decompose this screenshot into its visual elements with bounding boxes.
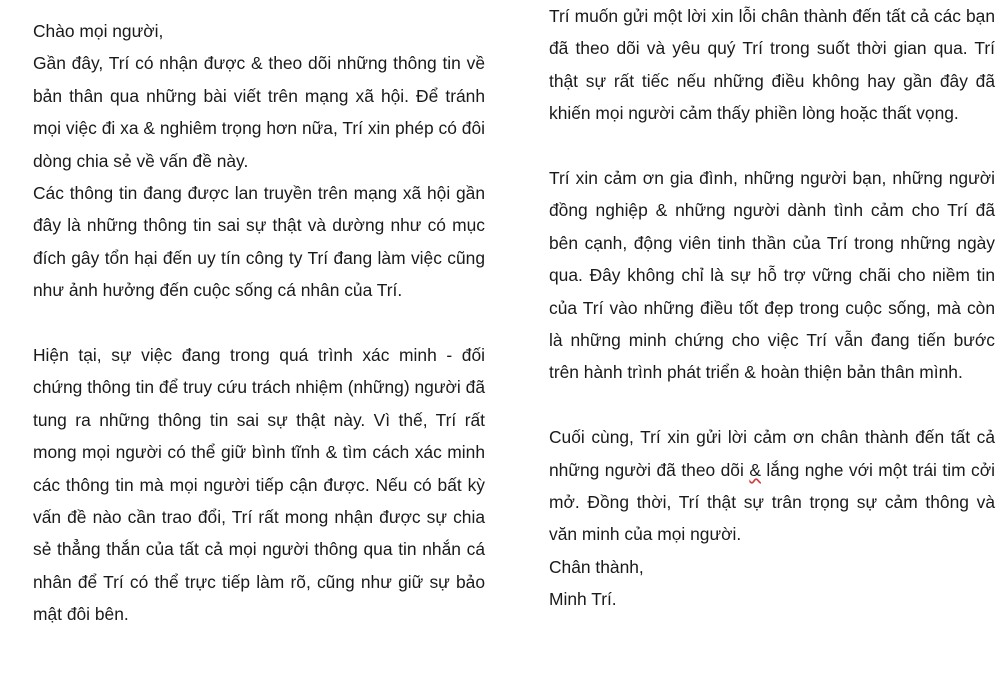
letter-right-column (549, 0, 995, 616)
paragraph-verification: Hiện tại, sự việc đang trong quá trình xác minh - đối chứng thông tin để truy cứu trách nhiệm (những) người đã tung ra những thông tin sai sự thật này. Vì thế, Trí rất mong mọi người có thể giữ bình tĩnh & tìm cách xác minh các thông tin mà mọi người tiếp cận được. Nếu có bất kỳ vấn đề nào cần trao đổi, Trí rất mong nhận được sự chia sẻ thẳng thắn của tất cả mọi người thông qua tin nhắn cá nhân để Trí có thể trực tiếp làm rõ, cũng như giữ sự bảo mật đôi bên. (33, 345, 485, 625)
paragraph-gap (549, 130, 995, 162)
final-thanks-text-end: lắng nghe với một trái tim cởi mở. Đồng thời, Trí thật sự trân trọng sự cảm thông và văn minh của mọi người. (549, 459, 995, 545)
spellcheck-underlined-ampersand: & (749, 459, 761, 480)
paragraph-apology: Trí muốn gửi một lời xin lỗi chân thành đến tất cả các bạn đã theo dõi và yêu quý Trí trong suốt thời gian qua. Trí thật sự rất tiếc nếu những điều không hay gần đây đã khiến mọi người cảm thấy phiền lòng hoặc thất vọng. (549, 6, 995, 124)
final-thanks-text-start: Cuối cùng, Trí xin gửi lời cảm ơn chân thành đến tất cả những người đã theo dõi (549, 427, 995, 480)
signature: Minh Trí. (549, 589, 617, 610)
paragraph-thanks-family: Trí xin cảm ơn gia đình, những người bạn, những người đồng nghiệp & những người dành tình cảm cho Trí đã bên cạnh, động viên tinh thần của Trí trong những ngày qua. Đây không chỉ là sự hỗ trợ vững chãi cho niềm tin của Trí vào những điều tốt đẹp trong cuộc sống, mà còn là những minh chứng cho việc Trí vẫn đang tiến bước trên hành trình phát triển & hoàn thiện bản thân mình. (549, 168, 995, 383)
paragraph-false-information: Các thông tin đang được lan truyền trên mạng xã hội gần đây là những thông tin sai sự thật và dường như có mục đích gây tổn hại đến uy tín công ty Trí đang làm việc cũng như ảnh hưởng đến cuộc sống cá nhân của Trí. (33, 183, 485, 301)
paragraph-gap (549, 389, 995, 421)
greeting: Chào mọi người, (33, 21, 164, 41)
letter-left-column (33, 15, 485, 631)
paragraph-gap (33, 307, 485, 339)
paragraph-intro: Gần đây, Trí có nhận được & theo dõi những thông tin về bản thân qua những bài viết trên mạng xã hội. Để tránh mọi việc đi xa & nghiêm trọng hơn nữa, Trí xin phép có đôi dòng chia sẻ về vấn đề này. (33, 53, 485, 171)
closing-line: Chân thành, (549, 556, 644, 577)
paragraph-final-thanks (549, 421, 995, 551)
